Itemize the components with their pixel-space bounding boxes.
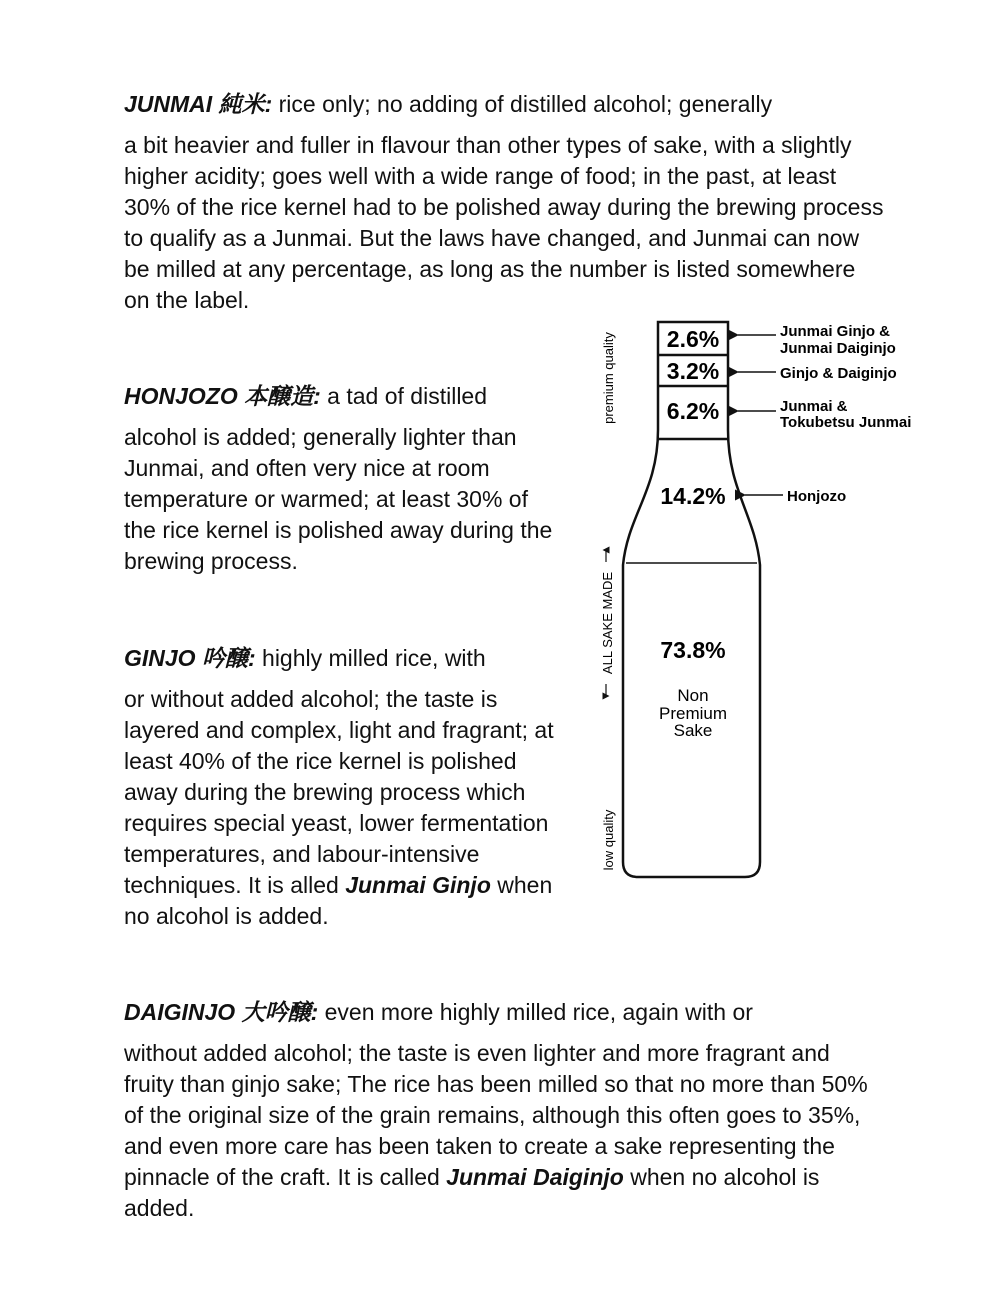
- term-ginjo: GINJO 吟醸: [124, 645, 248, 671]
- base-line1: Non: [677, 686, 709, 705]
- base-value: 73.8%: [660, 637, 726, 663]
- term-daiginjo: DAIGINJO 大吟醸: [124, 999, 311, 1025]
- segment-label-1a: Junmai Ginjo &: [780, 323, 891, 340]
- segment-label-3a: Junmai &: [780, 398, 848, 415]
- segment-label-1b: Junmai Daiginjo: [780, 340, 896, 357]
- sake-bottle-diagram: [590, 310, 970, 900]
- honjozo-lead: a tad of distilled: [320, 383, 488, 409]
- section-ginjo: GINJO 吟醸: highly milled rice, with or without added alcohol; the taste is layered and complex, light and fragrant; at least 40% of the rice kernel is polished away during the brewing process which requires special yeast, lower fermentation temperatures, and labour-intensive techniques. It is alled Junmai Ginjo when no alcohol is added.: [124, 643, 564, 932]
- section-daiginjo: DAIGINJO 大吟醸: even more highly milled rice, again with or without added alcohol; the taste is even lighter and more fragrant and fruity than ginjo sake; The rice has been milled so that no more than 50% of the original size of the grain remains, although this often goes to 35%, and even more care has been taken to create a sake representing the pinnacle of the craft. It is called Junmai Daiginjo when no alcohol is added.: [124, 997, 884, 1224]
- daiginjo-body: without added alcohol; the taste is even lighter and more fragrant and fruity than ginjo sake; The rice has been milled so that no more than 50% of the original size of the grain remains, although this often goes to 35%, and even more care has been taken to create a sake representing the pinnacle of the craft. It is called Junmai Daiginjo when no alcohol is added.: [124, 1040, 868, 1221]
- junmai-body: a bit heavier and fuller in flavour than other types of sake, with a slightly higher acidity; goes well with a wide range of food; in the past, at least 30% of the rice kernel had to be polished away during the brewing process to qualify as a Junmai. But the laws have changed, and Junmai can now be milled at any percentage, as long as the number is listed somewhere on the label.: [124, 132, 884, 313]
- axis-premium-label: premium quality: [601, 332, 616, 424]
- daiginjo-lead: even more highly milled rice, again with or: [318, 999, 753, 1025]
- base-line2: Premium: [658, 704, 728, 723]
- axis-low-label: low quality: [601, 809, 616, 871]
- section-junmai: JUNMAI 純米: rice only; no adding of distilled alcohol; generally a bit heavier and fuller in flavour than other types of sake, with a slightly higher acidity; goes well with a wide range of food; in the past, at least 30% of the rice kernel had to be polished away during the brewing process to qualify as a Junmai. But the laws have changed, and Junmai can now be milled at any percentage, as long as the number is listed somewhere on the label.: [124, 89, 884, 316]
- junmai-ginjo-em: Junmai Ginjo: [345, 872, 491, 898]
- base-line3: Sake: [673, 721, 713, 740]
- section-honjozo: HONJOZO 本醸造: a tad of distilled alcohol is added; generally lighter than Junmai, and often very nice at room temperature or warmed; at least 30% of the rice kernel is polished away during the brewing process.: [124, 381, 564, 577]
- ginjo-lead: highly milled rice, with: [255, 645, 486, 671]
- term-honjozo: HONJOZO 本醸造: [124, 383, 314, 409]
- segment-label-2: Ginjo & Daiginjo: [780, 365, 897, 382]
- term-junmai: JUNMAI 純米: [124, 91, 265, 117]
- segment-value-4: 14.2%: [660, 483, 726, 509]
- segment-label-3b: Tokubetsu Junmai: [780, 414, 912, 431]
- segment-value-1: 2.6%: [666, 326, 720, 352]
- junmai-daiginjo-em: Junmai Daiginjo: [446, 1164, 624, 1190]
- axis-all-label: ALL SAKE MADE: [600, 571, 615, 675]
- segment-value-2: 3.2%: [666, 358, 720, 384]
- segment-label-4: Honjozo: [787, 488, 847, 505]
- honjozo-body: alcohol is added; generally lighter than Junmai, and often very nice at room temperature or warmed; at least 30% of the rice kernel is polished away during the brewing process.: [124, 424, 553, 574]
- segment-value-3: 6.2%: [666, 398, 720, 424]
- ginjo-body: or without added alcohol; the taste is layered and complex, light and fragrant; at least 40% of the rice kernel is polished away during the brewing process which requires special yeast, lower fermentation temperatures, and labour-intensive techniques. It is alled Junmai Ginjo when no alcohol is added.: [124, 686, 554, 929]
- junmai-lead: rice only; no adding of distilled alcohol; generally: [272, 91, 773, 117]
